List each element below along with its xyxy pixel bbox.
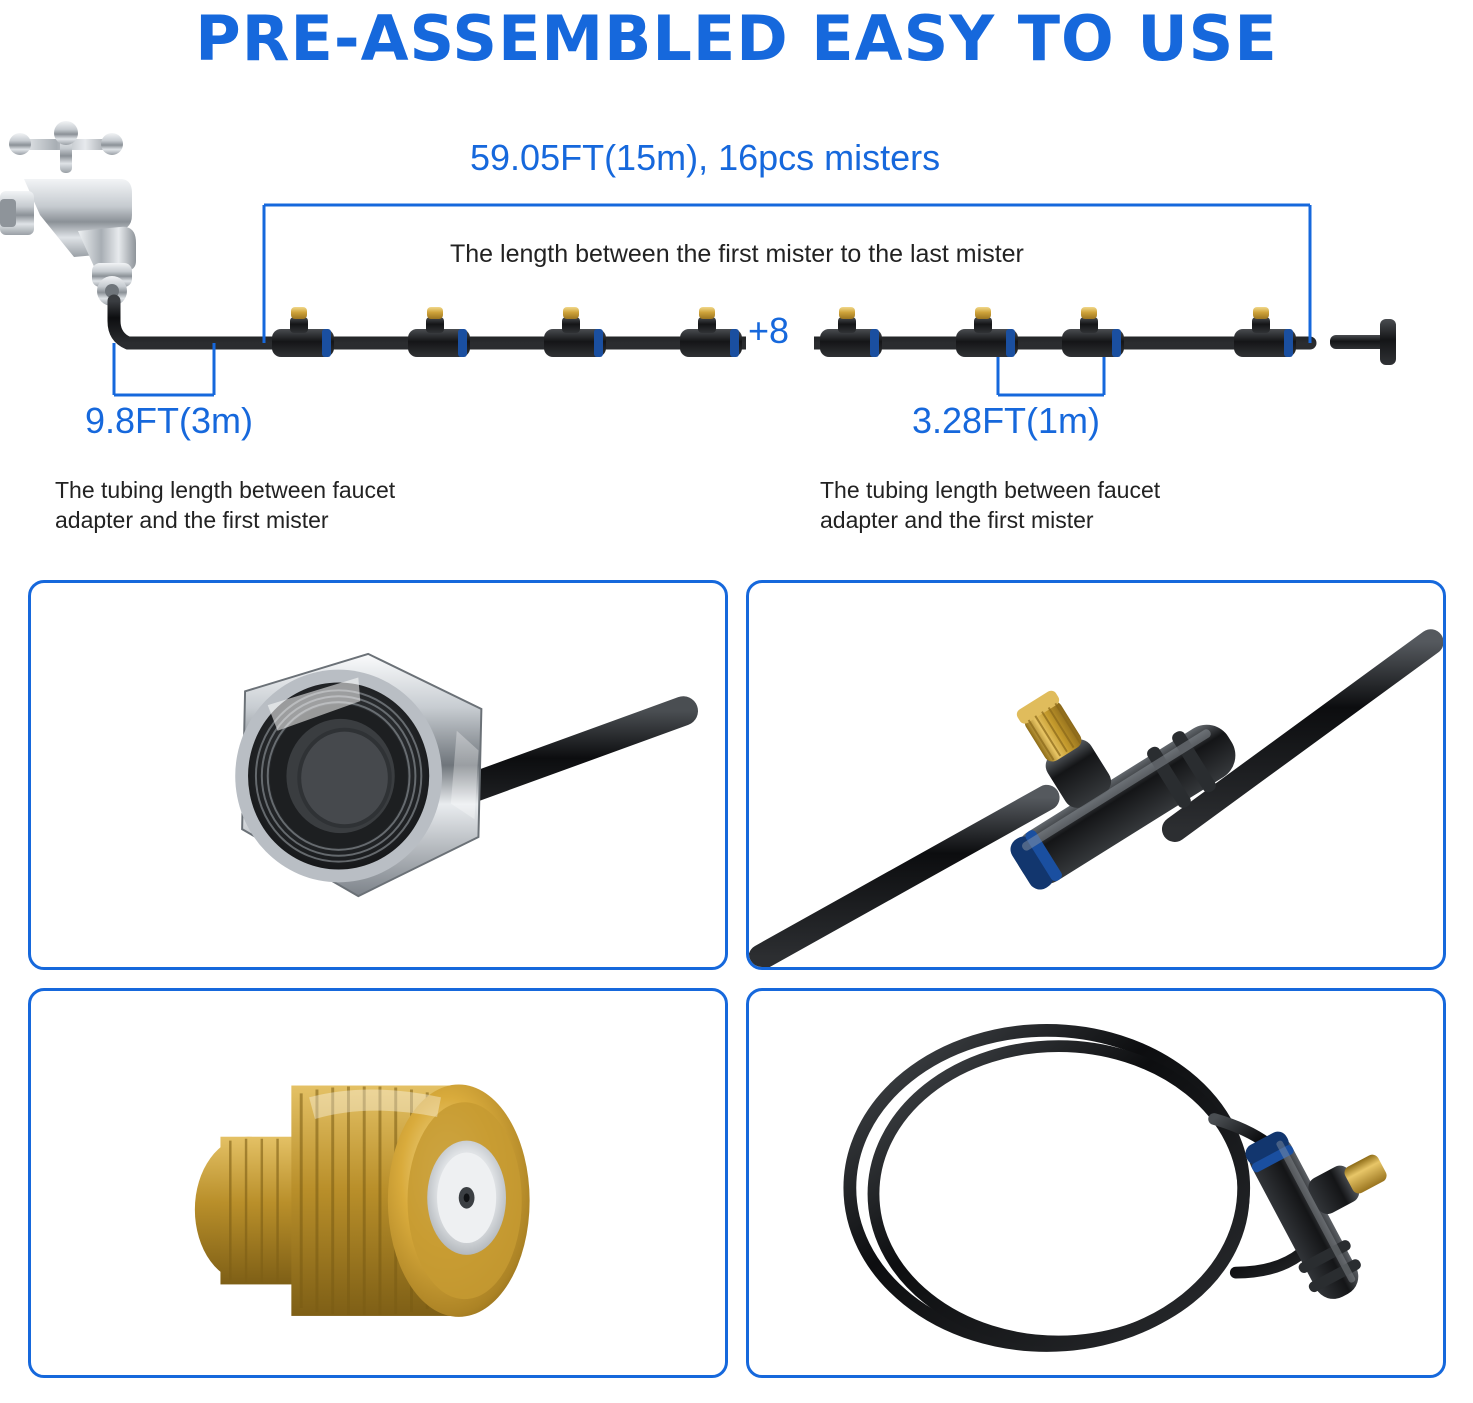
spacing-label: 3.28FT(1m) xyxy=(912,400,1101,441)
mister-tee-card xyxy=(746,580,1446,970)
brass-nozzle-card xyxy=(28,988,728,1378)
faucet-adapter-photo xyxy=(31,583,725,967)
spacing-sublabel xyxy=(820,475,1160,535)
mister-nozzle-icon-3 xyxy=(544,307,606,357)
coiled-tubing-photo xyxy=(749,991,1443,1375)
mister-nozzle-icon-5 xyxy=(820,307,882,357)
coiled-tubing-card xyxy=(746,988,1446,1378)
lead-length-sublabel-line2: adapter and the first mister xyxy=(55,507,329,533)
faucet-icon xyxy=(0,121,136,306)
faucet-adapter-card xyxy=(28,580,728,970)
end-plug-icon xyxy=(1330,319,1396,365)
spacing-sublabel-line2: adapter and the first mister xyxy=(820,507,1094,533)
lead-length-bracket xyxy=(114,343,214,395)
total-length-label: 59.05FT(15m), 16pcs misters xyxy=(470,137,941,178)
spacing-sublabel-line1: The tubing length between faucet xyxy=(820,477,1161,503)
product-detail-cards xyxy=(28,580,1446,1380)
mister-nozzle-icon-4 xyxy=(680,307,742,357)
misting-system-diagram xyxy=(0,95,1473,560)
mister-nozzle-icon-7 xyxy=(1062,307,1124,357)
lead-length-label: 9.8FT(3m) xyxy=(85,400,254,441)
brass-nozzle-photo xyxy=(31,991,725,1375)
extra-misters-label: +8 xyxy=(748,310,790,351)
mister-tee-photo xyxy=(749,583,1443,967)
total-length-sublabel: The length between the first mister to the last mister xyxy=(450,240,1024,268)
mister-nozzle-icon-6 xyxy=(956,307,1018,357)
lead-length-sublabel-line1: The tubing length between faucet xyxy=(55,477,396,503)
page-title: PRE-ASSEMBLED EASY TO USE xyxy=(195,2,1278,75)
mister-nozzle-icon-2 xyxy=(408,307,470,357)
mister-nozzle-icon-1 xyxy=(272,307,334,357)
lead-length-sublabel xyxy=(55,475,395,535)
mister-nozzle-icon-8 xyxy=(1234,307,1296,357)
